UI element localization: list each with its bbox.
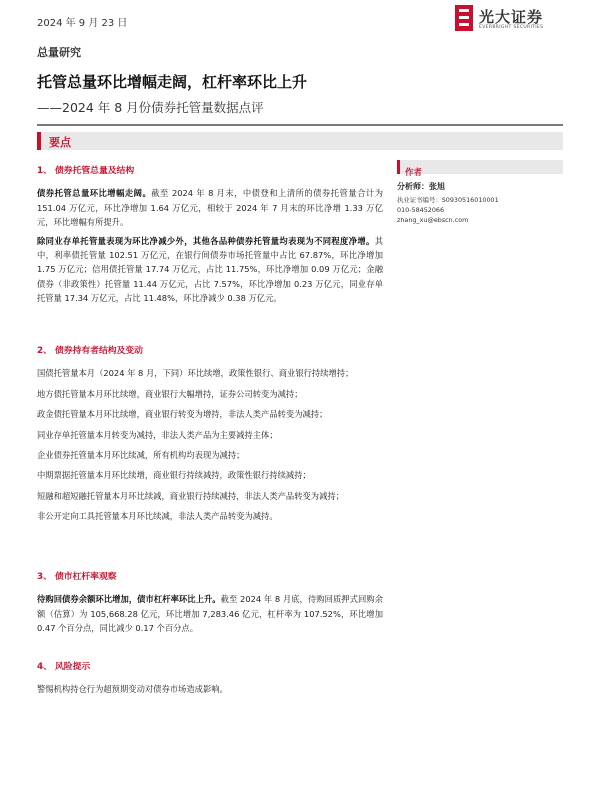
section-1	[37, 164, 383, 310]
author-sidebar	[397, 160, 563, 225]
analyst-phone: 010-58452066	[397, 206, 445, 214]
paragraph-lead: 除同业存单托管量表现为环比净减少外，其他各品种债券托管量均表现为不同程度净增。	[37, 235, 375, 246]
paragraph	[37, 234, 383, 306]
key-points-label: 要点	[49, 136, 71, 149]
list-item: 国债托管量本月（2024 年 8 月，下同）环比续增，政策性银行、商业银行持续增持；	[37, 368, 354, 379]
section-heading: 4、 风险提示	[37, 662, 91, 672]
section-heading: 2、 债券持有者结构及变动	[37, 346, 143, 356]
header-divider	[37, 124, 563, 126]
logo-mark-icon	[455, 5, 473, 31]
analyst-cert: 执业证书编号：S0930516010001	[397, 196, 499, 204]
list-item: 非公开定向工具托管量本月环比续减，非法人类产品转变为减持。	[37, 511, 278, 522]
author-bar	[397, 160, 563, 178]
paragraph-text: 截至 2024 年 8 月末，中债登和上清所的债券托管量合计为 151.04 万亿元，环比净增加 1.64 万亿元，相较于 2024 年 7 月末的环比净增 1.33 万亿元，环比增幅有所提升。	[37, 188, 383, 228]
page-title: 托管总量环比增幅走阔，杠杆率环比上升	[37, 73, 308, 91]
page-subtitle: ——2024 年 8 月份债券托管量数据点评	[37, 100, 264, 115]
paragraph-text: 截至 2024 年 8 月底，待购回质押式回购余额（估算）为 105,668.28 亿元，环比增加 7,283.46 亿元，杠杆率为 107.52%，环比增加 0.47 个百分点，同比减少 0.17 个百分点。	[37, 594, 383, 634]
section-4	[37, 660, 383, 701]
list-item: 政金债托管量本月环比续增，商业银行转变为增持，非法人类产品转变为减持；	[37, 409, 328, 420]
logo-text-cn: 光大证券	[479, 8, 544, 26]
analyst-email: zhang_xu@ebscn.com	[397, 216, 469, 224]
section-heading: 1、 债券托管总量及结构	[37, 166, 135, 176]
company-logo	[455, 5, 575, 35]
author-label: 作者	[405, 168, 423, 178]
paragraph	[37, 592, 383, 635]
list-item: 企业债券托管量本月环比续减，所有机构均表现为减持；	[37, 450, 245, 461]
paragraph-lead: 待购回债券余额环比增加，债市杠杆率环比上升。	[37, 594, 221, 605]
list-item: 同业存单托管量本月转变为减持，非法人类产品为主要减持主体；	[37, 429, 278, 440]
section-heading: 3、 债市杠杆率观察	[37, 572, 117, 582]
paragraph-text: 其中，利率债托管量 102.51 万亿元，在银行间债券市场托管量中占比 67.87%，环比净增加 1.75 万亿元；信用债托管量 17.74 万亿元，占比 11.75%，环比净增加 0.09 万亿元；金融债券（非政策性）托管量 11.44 万亿元，占比 7.57%，环比净增加 0.23 万亿元，同业存单托管量 17.34 万亿元，占比 11.48%，环比净减少 0.38 万亿元。	[37, 235, 383, 304]
list-item: 中期票据托管量本月环比续增，商业银行持续减持，政策性银行持续减持；	[37, 470, 311, 481]
section-2	[37, 344, 383, 530]
logo-text-en: EVERBRIGHT SECURITIES	[479, 25, 544, 30]
report-category: 总量研究	[37, 46, 81, 59]
paragraph-lead: 债券托管总量环比增幅走阔。	[37, 188, 152, 199]
key-points-bar	[37, 132, 563, 150]
list-item: 短融和超短融托管量本月环比续减，商业银行持续减持，非法人类产品转变为减持；	[37, 490, 344, 501]
analyst-name: 分析师：张旭	[397, 182, 445, 191]
report-date: 2024 年 9 月 23 日	[37, 18, 128, 29]
paragraph	[37, 682, 383, 696]
section-3	[37, 570, 383, 640]
paragraph	[37, 186, 383, 229]
paragraph-text: 警惕机构持仓行为超预期变动对债券市场造成影响。	[37, 684, 228, 695]
list-item: 地方债托管量本月环比续增，商业银行大幅增持，证券公司转变为减持；	[37, 388, 303, 399]
